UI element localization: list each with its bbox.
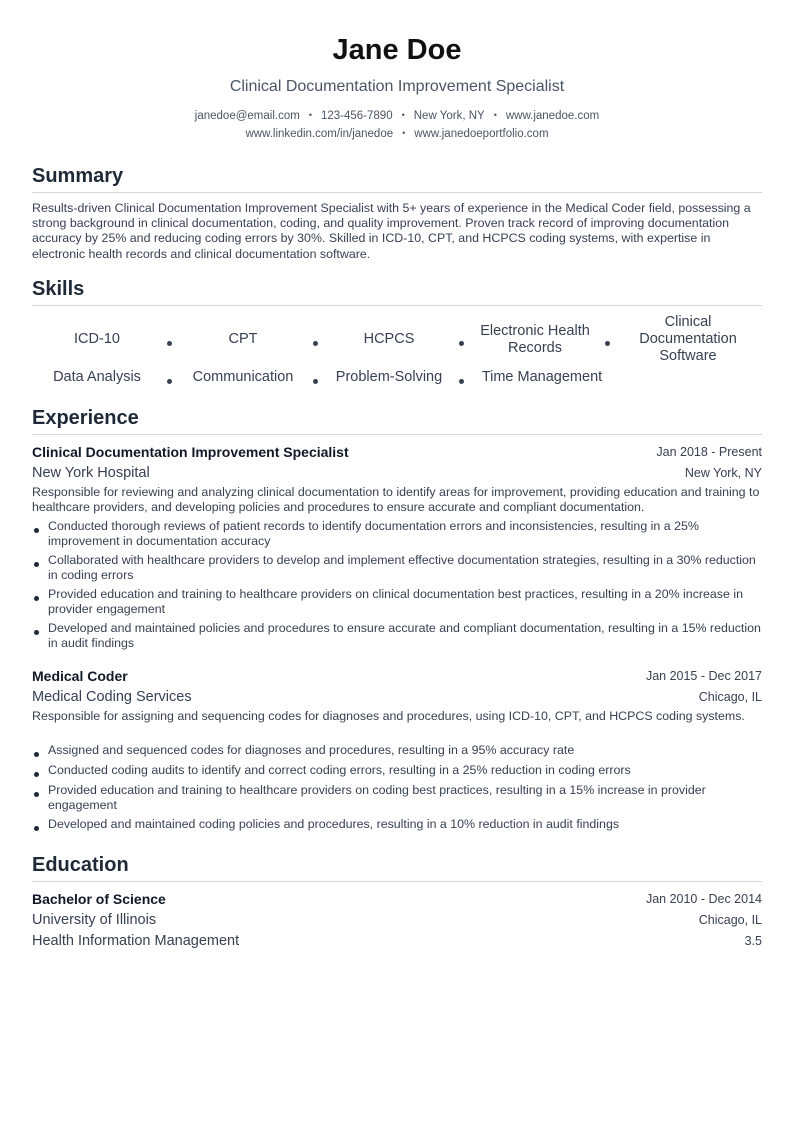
skill-item: Communication: [192, 369, 294, 385]
summary-heading: Summary: [32, 163, 762, 193]
job-bullet: Developed and maintained coding policies and procedures, resulting in a 10% reduction in audit findings: [48, 817, 620, 831]
job-dates: Jan 2015 - Dec 2017: [645, 669, 762, 683]
education-gpa: 3.5: [744, 934, 762, 948]
linkedin-link[interactable]: www.linkedin.com/in/janedoe: [245, 128, 394, 140]
job-company: New York Hospital: [32, 465, 150, 481]
job-bullet: Conducted thorough reviews of patient records to identify documentation errors and inconsistencies, resulting in a 25% improvement in documentation accuracy: [48, 519, 699, 549]
bullet-dot: [34, 826, 39, 831]
separator-dot: •: [308, 110, 312, 120]
skill-separator-dot: [459, 379, 464, 384]
skill-item: Clinical Documentation Software: [639, 314, 737, 364]
skill-separator-dot: [167, 341, 172, 346]
education-heading: Education: [32, 852, 762, 882]
job-description: Responsible for reviewing and analyzing clinical documentation to identify areas for improvement, providing education and training to healthcare providers, and developing policies and procedures to ensure accurate and compliant documentation.: [32, 485, 760, 515]
skill-separator-dot: [167, 379, 172, 384]
phone-text: 123-456-7890: [320, 110, 393, 122]
skill-separator-dot: [313, 341, 318, 346]
experience-heading: Experience: [32, 405, 762, 435]
job-bullet: Collaborated with healthcare providers to develop and implement effective documentation strategies, resulting in a 30% reduction in coding errors: [48, 553, 756, 583]
job-bullet: Conducted coding audits to identify and correct coding errors, resulting in a 25% reduction in coding errors: [48, 763, 631, 777]
separator-dot: •: [493, 110, 497, 120]
bullet-dot: [34, 752, 39, 757]
job-bullet: Provided education and training to healthcare providers on coding best practices, resulting in a 15% increase in provider engagement: [48, 783, 706, 813]
summary-text: Results-driven Clinical Documentation Improvement Specialist with 5+ years of experience in the Medical Coder field, possessing a strong background in clinical documentation, coding, and quality improvement. Proven track record of improving documentation accuracy by 25% and reducing coding errors by 30%. Skilled in ICD-10, CPT, and HCPCS coding systems, with expertise in electronic health records and clinical documentation software.: [32, 201, 751, 261]
contact-line-2: [32, 125, 762, 142]
skill-item: HCPCS: [363, 331, 415, 347]
education-header: [32, 890, 762, 908]
job-bullet: Assigned and sequenced codes for diagnoses and procedures, resulting in a 95% accuracy rate: [48, 743, 575, 757]
skill-separator-dot: [313, 379, 318, 384]
skill-separator-dot: [605, 341, 610, 346]
skill-item: Problem-Solving: [335, 369, 443, 385]
bullet-dot: [34, 630, 39, 635]
job-title: Clinical Documentation Improvement Specialist: [32, 444, 349, 460]
skill-separator-dot: [459, 341, 464, 346]
education-dates: Jan 2010 - Dec 2014: [645, 892, 762, 906]
portfolio-link[interactable]: www.janedoeportfolio.com: [414, 128, 549, 140]
education-field: Health Information Management: [32, 933, 240, 949]
job-company-row: [32, 464, 762, 482]
job-header: [32, 443, 762, 461]
skill-item: Electronic Health Records: [480, 323, 590, 356]
job-bullet: Provided education and training to healthcare providers on clinical documentation best practices, resulting in a 20% increase in provider engagement: [48, 587, 743, 617]
email-link[interactable]: janedoe@email.com: [194, 110, 300, 122]
location-text: New York, NY: [413, 110, 485, 122]
job-title: Medical Coder: [32, 668, 128, 684]
bullet-dot: [34, 772, 39, 777]
job-location: New York, NY: [684, 466, 762, 480]
candidate-name: Jane Doe: [332, 34, 462, 66]
job-location: Chicago, IL: [698, 690, 762, 704]
education-school-row: [32, 911, 762, 929]
skill-item: Data Analysis: [53, 369, 141, 385]
job-bullet: Developed and maintained policies and procedures to ensure accurate and compliant documentation, resulting in a 15% reduction in audit findings: [48, 621, 761, 651]
education-location: Chicago, IL: [698, 913, 762, 927]
education-school: University of Illinois: [32, 912, 157, 928]
job-description: Responsible for assigning and sequencing codes for diagnoses and procedures, using ICD-10, CPT, and HCPCS coding systems.: [32, 709, 745, 723]
bullet-dot: [34, 562, 39, 567]
skill-item: CPT: [228, 331, 258, 347]
job-dates: Jan 2018 - Present: [656, 445, 762, 459]
skill-item: ICD-10: [74, 331, 120, 347]
separator-dot: •: [402, 128, 406, 138]
job-header: [32, 667, 762, 685]
candidate-title: Clinical Documentation Improvement Specialist: [229, 78, 565, 95]
education-field-row: [32, 932, 762, 950]
contact-line-1: [32, 107, 762, 124]
skill-item: Time Management: [481, 369, 603, 385]
job-company: Medical Coding Services: [32, 689, 192, 705]
bullet-dot: [34, 528, 39, 533]
skills-heading: Skills: [32, 276, 762, 306]
education-degree: Bachelor of Science: [32, 891, 166, 907]
job-company-row: [32, 688, 762, 706]
website-link[interactable]: www.janedoe.com: [505, 110, 600, 122]
bullet-dot: [34, 792, 39, 797]
separator-dot: •: [401, 110, 405, 120]
bullet-dot: [34, 596, 39, 601]
